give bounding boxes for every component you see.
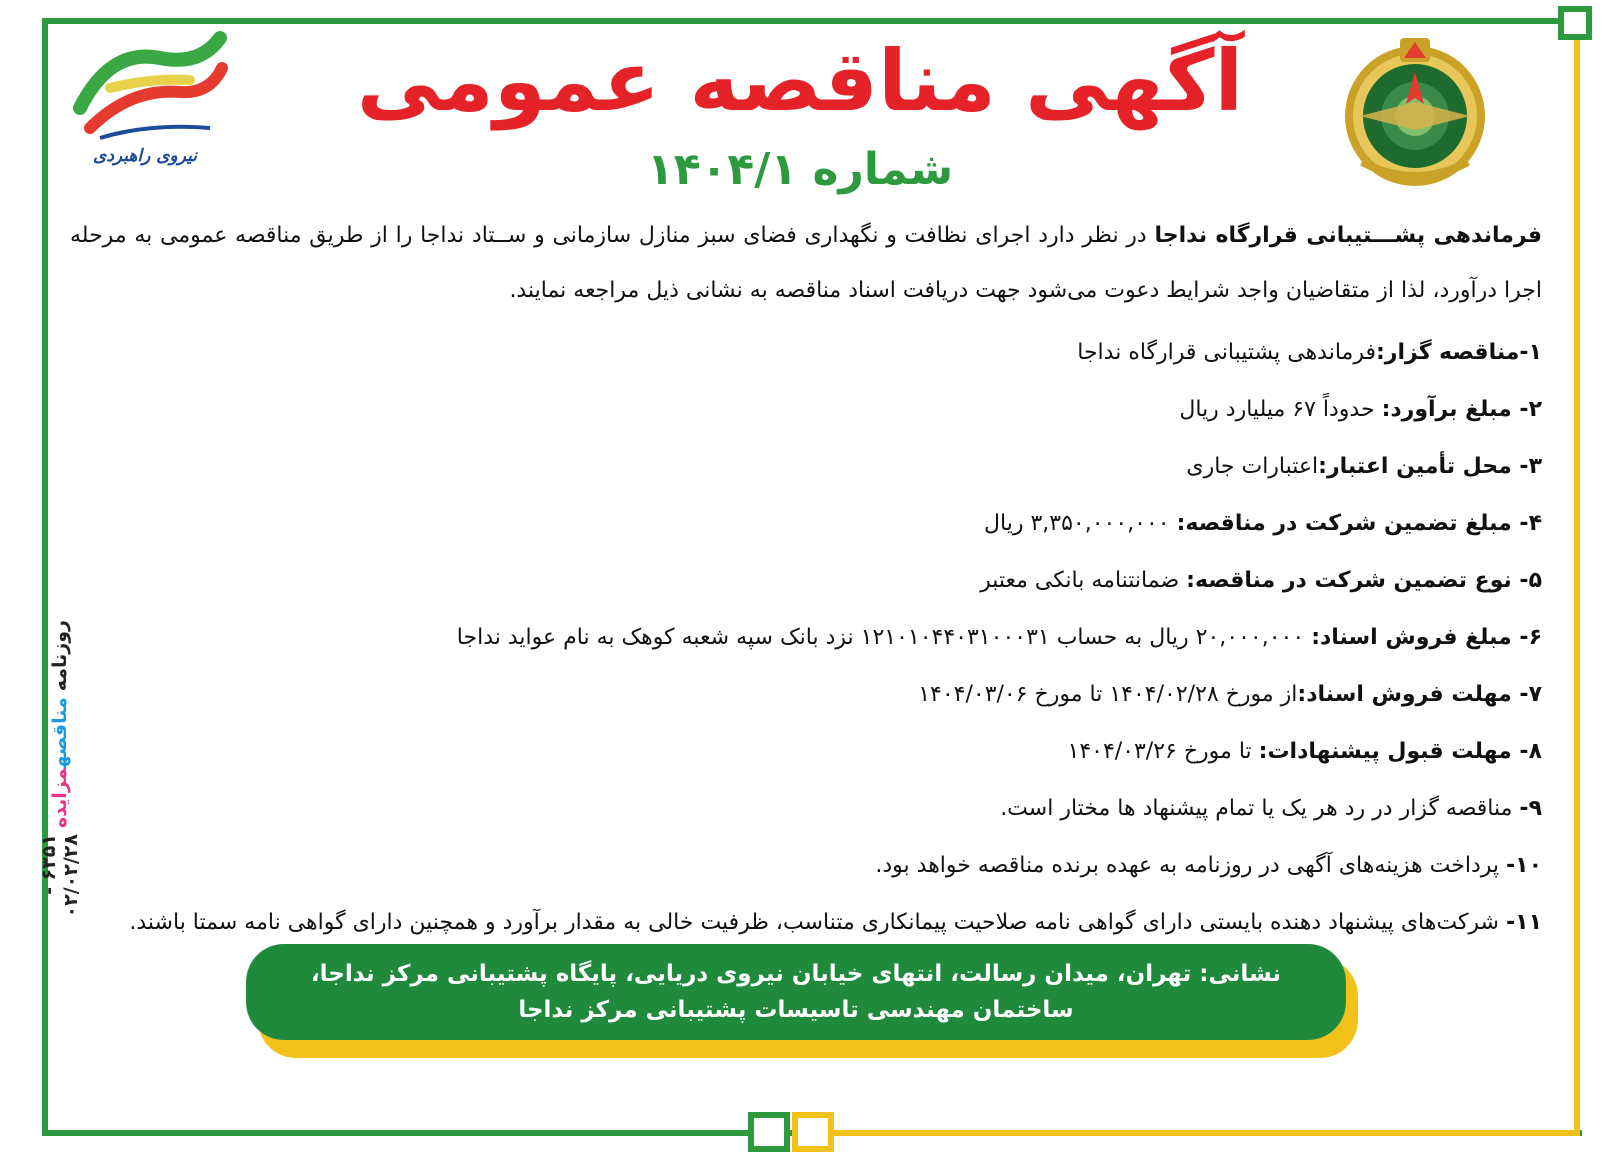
list-item: [70, 837, 1542, 894]
tender-number: شماره ۱۴۰۴/۱: [646, 144, 954, 195]
list-item: [70, 723, 1542, 780]
intro-org: فرماندهی پشـــتیبانی قرارگاه نداجا: [1154, 223, 1542, 248]
bottom-square-yellow-decoration: [792, 1112, 834, 1152]
caption-brand: [49, 697, 71, 828]
army-emblem-icon: [1340, 32, 1490, 192]
item-key: ۱-مناقصه گزار:: [1376, 340, 1542, 365]
frame-bottom-green: [42, 1130, 748, 1136]
intro-text: در نظر دارد اجرای نظافت و نگهداری فضای سبز منازل سازمانی و ســتاد نداجا را از طریق مناقصه عمومی به مرحله اجرا درآورد، لذا از متقاضیان واجد شرایط دعوت می‌شود جهت دریافت اسناد مناقصه به نشانی ذیل مراجعه نمایند.: [70, 223, 1542, 303]
list-item: [70, 495, 1542, 552]
item-value: حدوداً ۶۷ میلیارد ریال: [1179, 397, 1382, 422]
item-key: ۶- مبلغ فروش اسناد:: [1311, 625, 1542, 650]
address-text: نشانی: تهران، میدان رسالت، انتهای خیابان نیروی دریایی، پایگاه پشتیبانی مرکز نداجا، ساختمان مهندسی تاسیسات پشتیبانی مرکز نداجا: [310, 961, 1282, 1023]
page-title: آگهی مناقصه عمومی: [356, 32, 1244, 130]
item-key: ۷- مهلت فروش اسناد:: [1297, 682, 1542, 707]
item-value: مناقصه گزار در رد هر یک یا تمام پیشنهاد ها مختار است.: [1000, 796, 1520, 821]
item-value: اعتبارات جاری: [1186, 454, 1319, 479]
intro-paragraph: [70, 208, 1542, 318]
item-value: فرماندهی پشتیبانی قرارگاه نداجا: [1077, 340, 1376, 365]
caption-brand-b: مزایده: [49, 767, 71, 829]
list-item: [70, 894, 1542, 951]
item-value: ۲۰,۰۰۰,۰۰۰ ریال به حساب ۱۲۱۰۱۰۴۴۰۳۱۰۰۰۳۱ نزد بانک سپه شعبه کوهک به نام عواید نداجا: [456, 625, 1312, 650]
bottom-square-green-decoration: [748, 1112, 790, 1152]
frame-bottom-yellow: [832, 1130, 1580, 1136]
item-key: ۲- مبلغ برآورد:: [1381, 397, 1542, 422]
item-value: پرداخت هزینه‌های آگهی در روزنامه به عهده برنده مناقصه خواهد بود.: [875, 853, 1506, 878]
list-item: [70, 324, 1542, 381]
logo-caption: نیروی راهبردی: [93, 146, 197, 166]
list-item: [70, 666, 1542, 723]
item-value: تا مورخ ۱۴۰۴/۰۳/۲۶: [1067, 739, 1259, 764]
newspaper-caption: [6, 620, 82, 940]
caption-issue: ۶۳۵۱ - ۰۲/۰۲/۲۸: [38, 834, 82, 918]
item-value: ضمانتنامه بانکی معتبر: [980, 568, 1187, 593]
item-value: از مورخ ۱۴۰۴/۰۲/۲۸ تا مورخ ۱۴۰۴/۰۳/۰۶: [918, 682, 1298, 707]
item-key: ۱۱-: [1506, 910, 1542, 935]
list-item: [70, 552, 1542, 609]
notice-body: [70, 208, 1542, 951]
corner-square-decoration: [1558, 6, 1592, 40]
frame-right-yellow: [1574, 40, 1580, 1136]
naval-strategic-logo: [70, 28, 230, 178]
item-value: شرکت‌های پیشنهاد دهنده بایستی دارای گواهی نامه صلاحیت پیمانکاری متناسب، ظرفیت خالی به مقدار برآورد و همچنین دارای گواهی نامه سمتا باشند.: [129, 910, 1506, 935]
caption-brand-a: مناقصه: [49, 697, 71, 768]
list-item: [70, 780, 1542, 837]
item-key: ۵- نوع تضمین شرکت در مناقصه:: [1186, 568, 1542, 593]
item-key: ۸- مهلت قبول پیشنهادات:: [1258, 739, 1542, 764]
caption-prefix: روزنامه: [49, 620, 71, 692]
item-key: ۹-: [1519, 796, 1542, 821]
item-key: ۳- محل تأمین اعتبار:: [1318, 454, 1542, 479]
item-key: ۴- مبلغ تضمین شرکت در مناقصه:: [1176, 511, 1542, 536]
list-item: [70, 438, 1542, 495]
item-value: ۳,۳۵۰,۰۰۰,۰۰۰ ریال: [984, 511, 1177, 536]
item-key: ۱۰-: [1506, 853, 1542, 878]
address-box: [246, 944, 1346, 1040]
list-item: [70, 609, 1542, 666]
list-item: [70, 381, 1542, 438]
